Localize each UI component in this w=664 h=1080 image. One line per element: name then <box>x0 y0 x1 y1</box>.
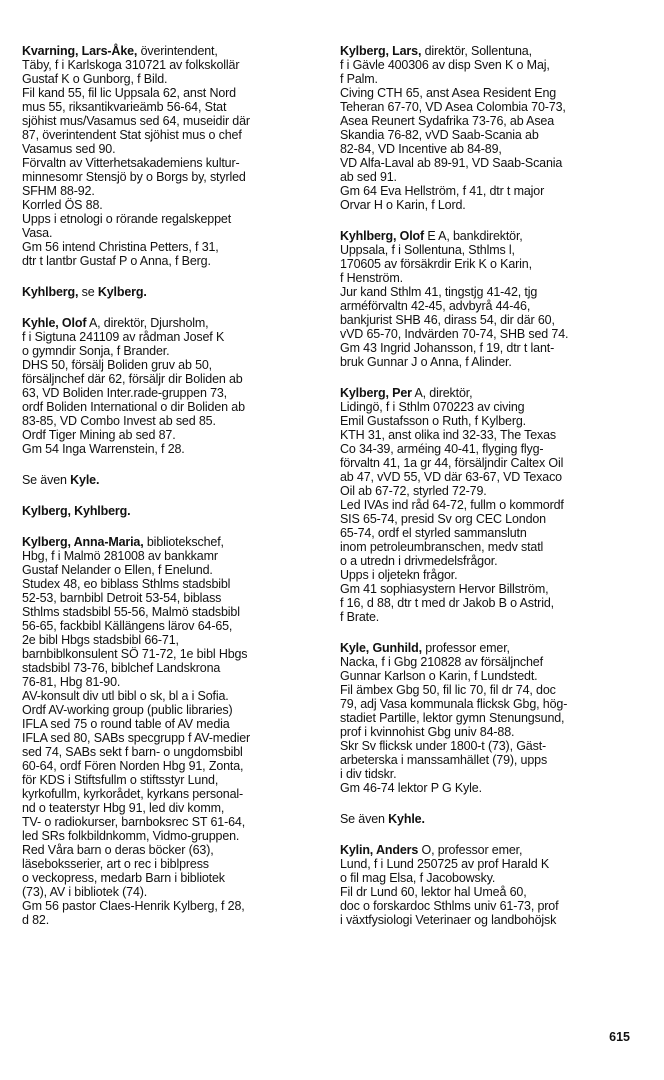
entry-line <box>22 184 322 198</box>
entry-line <box>22 675 322 689</box>
entry-text: 63, VD Boliden Inter.rade-gruppen 73, <box>22 386 228 400</box>
entry-line <box>22 717 322 731</box>
entry-text: Täby, f i Karlskoga 310721 av folkskollär <box>22 58 240 72</box>
entry-line <box>340 641 640 655</box>
entry-line <box>22 815 322 829</box>
entry-text: minnesomr Stensjö by o Borgs by, styrled <box>22 170 246 184</box>
entry-text: Se även <box>340 812 389 826</box>
entry-line <box>340 184 640 198</box>
entry-text: Hbg, f i Malmö 281008 av bankkamr <box>22 549 218 563</box>
entry-line <box>22 473 322 487</box>
entry-text: AV-konsult div utl bibl o sk, bl a i Sofia. <box>22 689 229 703</box>
entry-line <box>22 619 322 633</box>
entry-text: IFLA sed 75 o round table of AV media <box>22 717 230 731</box>
entry-text: f 16, d 88, dtr t med dr Jakob B o Astrid, <box>340 596 554 610</box>
entry-text: A, direktör, Djursholm, <box>86 316 209 330</box>
entry-line <box>22 689 322 703</box>
directory-entry <box>340 229 640 369</box>
entry-text: ab sed 91. <box>340 170 397 184</box>
entry-text: nd o teaterstyr Hbg 91, led div komm, <box>22 801 225 815</box>
directory-entry <box>22 473 322 487</box>
entry-line <box>22 745 322 759</box>
directory-entry <box>22 285 322 299</box>
entry-text: Emil Gustafsson o Ruth, f Kylberg. <box>340 414 526 428</box>
entry-line <box>22 591 322 605</box>
entry-name: Kylberg, Anna-Maria, <box>22 535 144 549</box>
entry-text: professor emer, <box>421 641 510 655</box>
entry-line <box>22 100 322 114</box>
entry-line <box>340 299 640 313</box>
entry-text: Gunnar Karlson o Karin, f Lundstedt. <box>340 669 538 683</box>
entry-line <box>340 554 640 568</box>
entry-text: Nacka, f i Gbg 210828 av försäljnchef <box>340 655 543 669</box>
entry-line <box>22 633 322 647</box>
entry-text: SIS 65-74, presid Sv org CEC London <box>340 512 546 526</box>
entry-line <box>22 703 322 717</box>
entry-line <box>340 596 640 610</box>
entry-text: Asea Reunert Sydafrika 73-76, ab Asea <box>340 114 555 128</box>
entry-text: Upps i etnologi o rörande regalskeppet <box>22 212 232 226</box>
entry-text: Uppsala, f i Sollentuna, Sthlms l, <box>340 243 515 257</box>
entry-line <box>340 725 640 739</box>
entry-line <box>340 753 640 767</box>
entry-text: Gustaf Nelander o Ellen, f Enelund. <box>22 563 213 577</box>
entry-text: E A, bankdirektör, <box>424 229 523 243</box>
entry-name: Kyhlberg, Olof <box>340 229 425 243</box>
entry-text: Fil ämbex Gbg 50, fil lic 70, fil dr 74, doc <box>340 683 556 697</box>
entry-line <box>340 257 640 271</box>
entry-name: Kyle. <box>70 473 100 487</box>
entry-name: Kvarning, Lars-Åke, <box>22 44 138 58</box>
entry-line <box>340 355 640 369</box>
entry-text: 83-85, VD Combo Invest ab sed 85. <box>22 414 216 428</box>
entry-text: Korrled ÖS 88. <box>22 198 103 212</box>
right-column <box>340 44 640 944</box>
entry-line <box>340 386 640 400</box>
entry-line <box>340 582 640 596</box>
entry-text: arméförvaltn 42-45, advbyrå 44-46, <box>340 299 531 313</box>
entry-line <box>22 787 322 801</box>
entry-line <box>340 899 640 913</box>
entry-line <box>340 655 640 669</box>
directory-entry <box>340 812 640 826</box>
entry-text: Ordf AV-working group (public libraries) <box>22 703 233 717</box>
entry-line <box>340 400 640 414</box>
entry-line <box>22 773 322 787</box>
entry-text: (73), AV i bibliotek (74). <box>22 885 148 899</box>
entry-line <box>340 229 640 243</box>
entry-text: 60-64, ordf Fören Norden Hbg 91, Zonta, <box>22 759 244 773</box>
entry-line <box>22 647 322 661</box>
entry-line <box>340 114 640 128</box>
entry-line <box>22 156 322 170</box>
entry-line <box>340 484 640 498</box>
entry-line <box>22 549 322 563</box>
entry-text: i växtfysiologi Veterinaer og landbohöjsk <box>340 913 557 927</box>
entry-text: TV- o radiokurser, barnboksrec ST 61-64, <box>22 815 246 829</box>
entry-text: se <box>78 285 98 299</box>
entry-text: sed 74, SABs sekt f barn- o ungdomsbibl <box>22 745 243 759</box>
entry-text: Gustaf K o Gunborg, f Bild. <box>22 72 168 86</box>
entry-line <box>340 913 640 927</box>
entry-text: Skr Sv flicksk under 1800-t (73), Gäst- <box>340 739 547 753</box>
entry-line <box>340 44 640 58</box>
entry-name: Kylberg, Lars, <box>340 44 422 58</box>
entry-text: f Henström. <box>340 271 403 285</box>
entry-text: 2e bibl Hbgs stadsbibl 66-71, <box>22 633 179 647</box>
entry-text: IFLA sed 80, SABs specgrupp f AV-medier <box>22 731 251 745</box>
entry-line <box>22 414 322 428</box>
entry-line <box>22 759 322 773</box>
entry-line <box>340 568 640 582</box>
entry-text: Gm 43 Ingrid Johansson, f 19, dtr t lant- <box>340 341 555 355</box>
entry-line <box>340 498 640 512</box>
entry-text: SFHM 88-92. <box>22 184 95 198</box>
entry-text: förvaltn 41, 1a gr 44, försäljndir Caltex Oil <box>340 456 564 470</box>
entry-line <box>22 899 322 913</box>
entry-text: direktör, Sollentuna, <box>421 44 532 58</box>
entry-line <box>22 885 322 899</box>
entry-text: ab 47, vVD 55, VD där 63-67, VD Texaco <box>340 470 562 484</box>
entry-line <box>22 843 322 857</box>
directory-entry <box>22 535 322 927</box>
left-column <box>22 44 322 944</box>
entry-line <box>340 512 640 526</box>
directory-entry <box>22 44 322 268</box>
entry-text: sjöhist mus/Vasamus sed 64, museidir där <box>22 114 250 128</box>
entry-text: 82-84, VD Incentive ab 84-89, <box>340 142 502 156</box>
entry-line <box>340 100 640 114</box>
entry-line <box>22 504 322 518</box>
entry-line <box>22 661 322 675</box>
entry-line <box>22 198 322 212</box>
entry-text: A, direktör, <box>411 386 473 400</box>
entry-line <box>340 540 640 554</box>
entry-text: f i Gävle 400306 av disp Sven K o Maj, <box>340 58 550 72</box>
entry-text: inom petroleumbranschen, medv statl <box>340 540 544 554</box>
entry-text: o veckopress, medarb Barn i bibliotek <box>22 871 225 885</box>
entry-line <box>22 563 322 577</box>
entry-line <box>340 313 640 327</box>
entry-text: o gymndir Sonja, f Brander. <box>22 344 170 358</box>
entry-line <box>22 226 322 240</box>
entry-line <box>340 142 640 156</box>
entry-name: Kylberg, Kyhlberg. <box>22 504 131 518</box>
entry-line <box>22 285 322 299</box>
entry-line <box>340 697 640 711</box>
entry-text: Förvaltn av Vitterhetsakademiens kultur- <box>22 156 240 170</box>
entry-line <box>340 428 640 442</box>
directory-entry <box>22 504 322 518</box>
entry-text: Gm 41 sophiasystern Hervor Billström, <box>340 582 549 596</box>
directory-entry <box>340 641 640 795</box>
entry-text: Gm 56 intend Christina Petters, f 31, <box>22 240 219 254</box>
entry-line <box>22 857 322 871</box>
entry-text: Upps i oljetekn frågor. <box>340 568 458 582</box>
entry-line <box>340 781 640 795</box>
entry-line <box>22 316 322 330</box>
entry-line <box>340 456 640 470</box>
entry-line <box>22 829 322 843</box>
entry-text: doc o forskardoc Sthlms univ 61-73, prof <box>340 899 559 913</box>
entry-line <box>22 386 322 400</box>
entry-line <box>22 170 322 184</box>
entry-text: bibliotekschef, <box>143 535 224 549</box>
entry-line <box>340 470 640 484</box>
entry-line <box>340 86 640 100</box>
entry-text: 79, adj Vasa kommunala flicksk Gbg, hög- <box>340 697 568 711</box>
entry-line <box>340 739 640 753</box>
entry-text: Sthlms stadsbibl 55-56, Malmö stadsbibl <box>22 605 240 619</box>
page-number: 615 <box>609 1030 630 1044</box>
directory-entry <box>22 316 322 456</box>
entry-line <box>340 442 640 456</box>
entry-name: Kylberg, Per <box>340 386 412 400</box>
entry-text: 87, överintendent Stat sjöhist mus o chef <box>22 128 242 142</box>
entry-text: försäljnchef där 62, försäljr dir Boliden ab <box>22 372 243 386</box>
entry-line <box>340 812 640 826</box>
entry-line <box>22 731 322 745</box>
entry-line <box>340 669 640 683</box>
entry-text: Vasa. <box>22 226 53 240</box>
entry-text: f Palm. <box>340 72 378 86</box>
entry-line <box>340 341 640 355</box>
entry-line <box>340 857 640 871</box>
entry-text: Civing CTH 65, anst Asea Resident Eng <box>340 86 557 100</box>
directory-entry <box>340 386 640 624</box>
entry-line <box>340 271 640 285</box>
entry-line <box>22 114 322 128</box>
entry-text: f i Sigtuna 241109 av rådman Josef K <box>22 330 225 344</box>
entry-line <box>340 843 640 857</box>
entry-line <box>340 72 640 86</box>
entry-text: 170605 av försäkrdir Erik K o Karin, <box>340 257 532 271</box>
entry-text: vVD 65-70, Indvärden 70-74, SHB sed 74. <box>340 327 569 341</box>
entry-name: Kyhlberg, <box>22 285 79 299</box>
entry-line <box>340 767 640 781</box>
entry-text: Gm 64 Eva Hellström, f 41, dtr t major <box>340 184 545 198</box>
entry-line <box>340 285 640 299</box>
entry-text: Red Våra barn o deras böcker (63), <box>22 843 214 857</box>
entry-line <box>22 240 322 254</box>
entry-text: dtr t lantbr Gustaf P o Anna, f Berg. <box>22 254 211 268</box>
entry-line <box>22 72 322 86</box>
entry-line <box>340 128 640 142</box>
entry-line <box>22 442 322 456</box>
entry-text: VD Alfa-Laval ab 89-91, VD Saab-Scania <box>340 156 563 170</box>
entry-text: 65-74, ordf el styrled sammanslutn <box>340 526 527 540</box>
entry-line <box>22 254 322 268</box>
entry-text: Se även <box>22 473 71 487</box>
directory-entry <box>340 44 640 212</box>
entry-name: Kyhle, Olof <box>22 316 87 330</box>
entry-text: 76-81, Hbg 81-90. <box>22 675 121 689</box>
entry-text: bruk Gunnar J o Anna, f Alinder. <box>340 355 512 369</box>
entry-line <box>340 526 640 540</box>
entry-line <box>22 86 322 100</box>
entry-text: Skandia 76-82, vVD Saab-Scania ab <box>340 128 539 142</box>
entry-text: för KDS i Stiftsfullm o stiftsstyr Lund, <box>22 773 219 787</box>
entry-text: Vasamus sed 90. <box>22 142 116 156</box>
entry-text: bankjurist SHB 46, dirass 54, dir där 60, <box>340 313 555 327</box>
entry-text: Studex 48, eo biblass Sthlms stadsbibl <box>22 577 231 591</box>
entry-text: Fil dr Lund 60, lektor hal Umeå 60, <box>340 885 527 899</box>
entry-line <box>340 58 640 72</box>
entry-text: KTH 31, anst olika ind 32-33, The Texas <box>340 428 557 442</box>
entry-text: Oil ab 67-72, styrled 72-79. <box>340 484 487 498</box>
entry-text: prof i kvinnohist Gbg univ 84-88. <box>340 725 515 739</box>
entry-line <box>340 885 640 899</box>
entry-text: arbeterska i manssamhället (79), upps <box>340 753 548 767</box>
entry-text: Led IVAs ind råd 64-72, fullm o kommordf <box>340 498 564 512</box>
entry-line <box>22 58 322 72</box>
entry-line <box>340 327 640 341</box>
entry-line <box>340 198 640 212</box>
entry-text: 52-53, barnbibl Detroit 53-54, biblass <box>22 591 222 605</box>
entry-line <box>340 414 640 428</box>
entry-line <box>22 128 322 142</box>
entry-text: ordf Boliden International o dir Boliden ab <box>22 400 245 414</box>
entry-text: stadsbibl 73-76, biblchef Landskrona <box>22 661 221 675</box>
entry-name: Kyle, Gunhild, <box>340 641 422 655</box>
entry-line <box>22 330 322 344</box>
entry-line <box>22 358 322 372</box>
entry-text: Ordf Tiger Mining ab sed 87. <box>22 428 176 442</box>
entry-text: O, professor emer, <box>418 843 523 857</box>
entry-line <box>22 142 322 156</box>
entry-text: Gm 46-74 lektor P G Kyle. <box>340 781 482 795</box>
entry-line <box>22 535 322 549</box>
entry-line <box>22 212 322 226</box>
entry-text: led SRs folkbildnkomm, Vidmo-gruppen. <box>22 829 240 843</box>
entry-line <box>22 871 322 885</box>
entry-line <box>340 683 640 697</box>
entry-text: läseboksserier, art o rec i biblpress <box>22 857 209 871</box>
entry-line <box>22 577 322 591</box>
directory-entry <box>340 843 640 927</box>
entry-line <box>22 801 322 815</box>
entry-line <box>340 711 640 725</box>
entry-text: 56-65, fackbibl Källängens lärov 64-65, <box>22 619 233 633</box>
entry-line <box>340 156 640 170</box>
entry-line <box>22 400 322 414</box>
entry-text: Gm 54 Inga Warrenstein, f 28. <box>22 442 185 456</box>
entry-line <box>22 428 322 442</box>
entry-text: Fil kand 55, fil lic Uppsala 62, anst Nord <box>22 86 236 100</box>
entry-text: kyrkofullm, kyrkorådet, kyrkans personal- <box>22 787 244 801</box>
entry-text: barnbiblkonsulent SÖ 71-72, 1e bibl Hbgs <box>22 647 248 661</box>
entry-text: Lidingö, f i Sthlm 070223 av civing <box>340 400 525 414</box>
entry-line <box>340 170 640 184</box>
entry-text: Jur kand Sthlm 41, tingstjg 41-42, tjg <box>340 285 538 299</box>
entry-line <box>22 913 322 927</box>
entry-text: o fil mag Elsa, f Jacobowsky. <box>340 871 496 885</box>
entry-name: Kylberg. <box>97 285 147 299</box>
entry-text: Lund, f i Lund 250725 av prof Harald K <box>340 857 550 871</box>
entry-text: d 82. <box>22 913 50 927</box>
entry-line <box>22 344 322 358</box>
entry-line <box>340 243 640 257</box>
entry-name: Kyhle. <box>388 812 425 826</box>
entry-line <box>340 610 640 624</box>
entry-line <box>22 44 322 58</box>
entry-text: DHS 50, försälj Boliden gruv ab 50, <box>22 358 212 372</box>
entry-text: Co 34-39, arméing 40-41, flyging flyg- <box>340 442 544 456</box>
entry-name: Kylin, Anders <box>340 843 419 857</box>
entry-line <box>22 372 322 386</box>
entry-text: mus 55, riksantikvarieämb 56-64, Stat <box>22 100 227 114</box>
entry-text: f Brate. <box>340 610 380 624</box>
entry-text: Teheran 67-70, VD Asea Colombia 70-73, <box>340 100 566 114</box>
entry-text: Orvar H o Karin, f Lord. <box>340 198 466 212</box>
entry-text: överintendent, <box>137 44 218 58</box>
entry-line <box>340 871 640 885</box>
entry-line <box>22 605 322 619</box>
entry-text: stadiet Partille, lektor gymn Stenungsund, <box>340 711 565 725</box>
entry-text: o a utredn i drivmedelsfrågor. <box>340 554 498 568</box>
entry-text: i div tidskr. <box>340 767 397 781</box>
entry-text: Gm 56 pastor Claes-Henrik Kylberg, f 28, <box>22 899 245 913</box>
